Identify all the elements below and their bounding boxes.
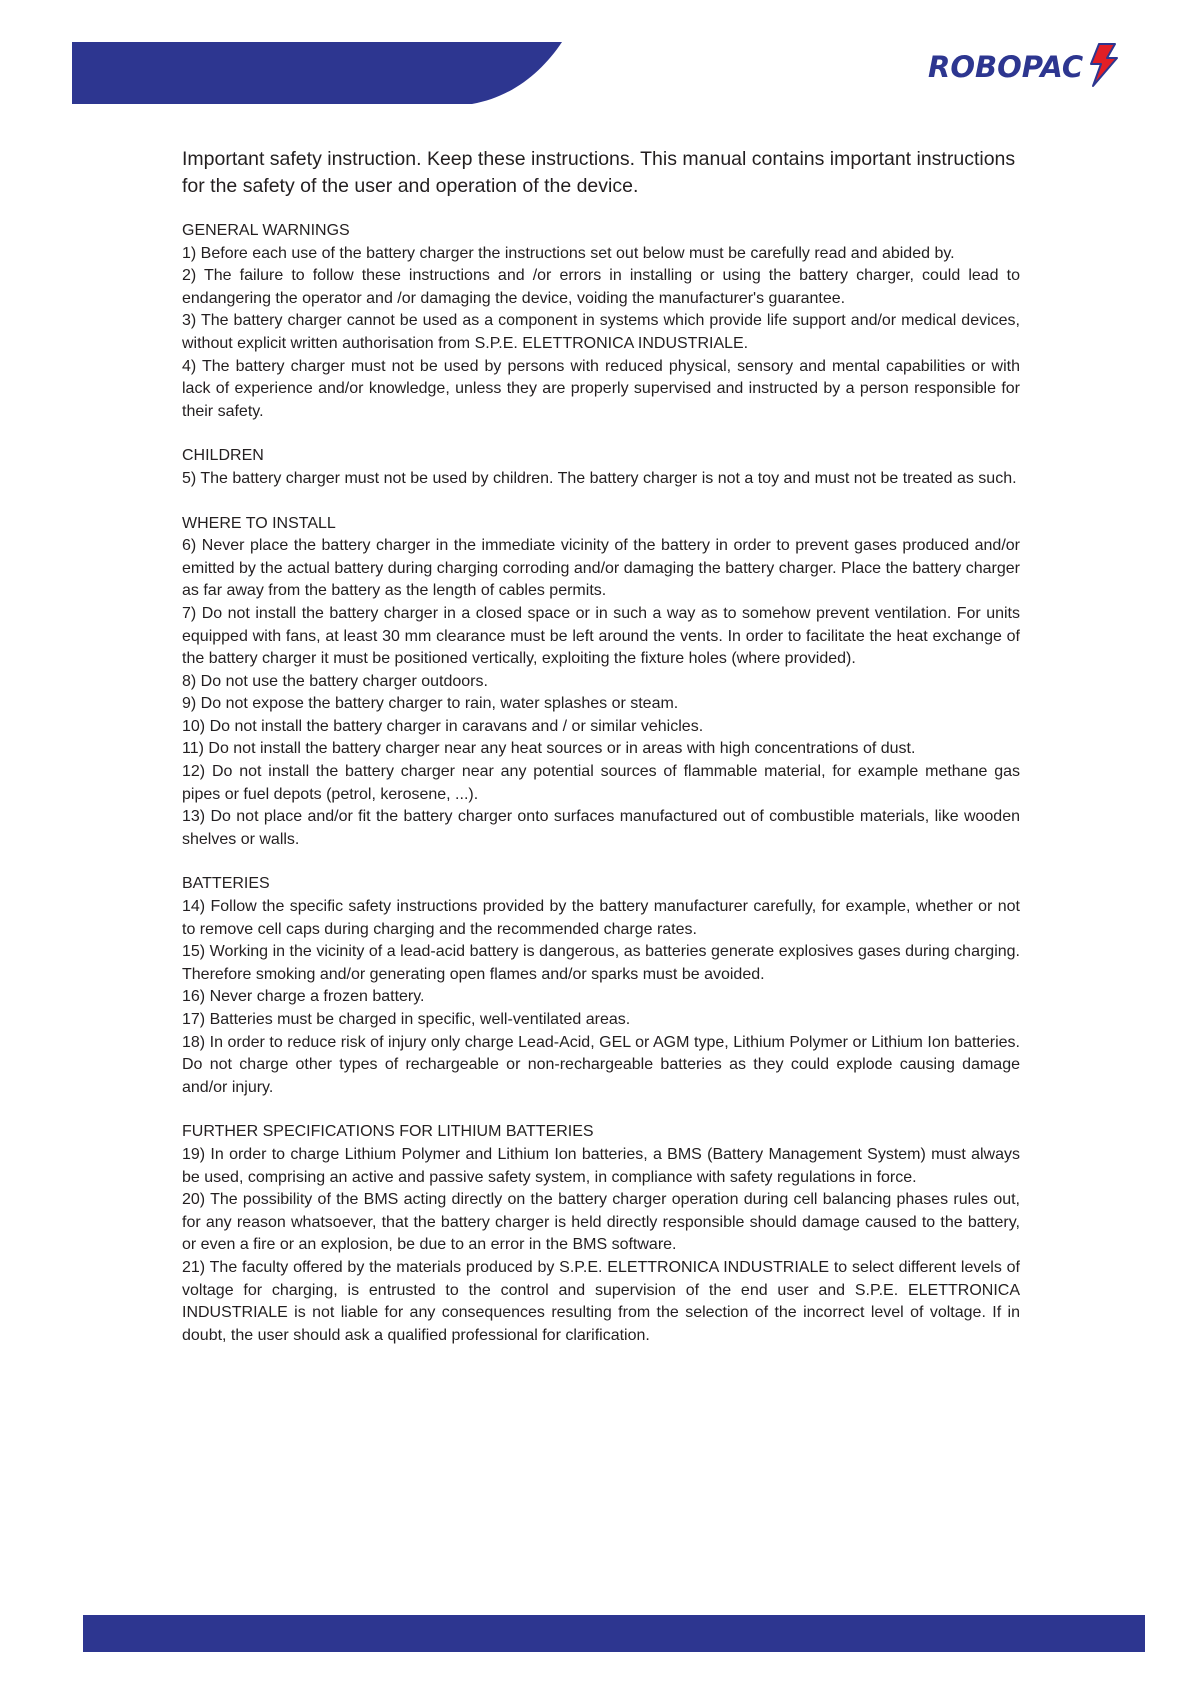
list-item: 9) Do not expose the battery charger to rain, water splashes or steam. <box>182 695 679 713</box>
section-children <box>182 445 1020 490</box>
list-item: 20) The possibility of the BMS acting directly on the battery charger operation during cell balancing phases rules out, for any reason whatsoever, that the battery charger is held directly responsible should damage caused to the battery, or even a fire or an explosion, be due to an error in the BMS software. <box>182 1191 1020 1254</box>
list-item: 6) Never place the battery charger in the immediate vicinity of the battery in order to prevent gases produced and/or emitted by the actual battery during charging corroding and/or damaging the battery charger. Place the battery charger as far away from the battery as the length of cables permits. <box>182 537 1020 600</box>
list-item: 13) Do not place and/or fit the battery charger onto surfaces manufactured out of combustible materials, like wooden shelves or walls. <box>182 808 1020 848</box>
section-heading: FURTHER SPECIFICATIONS FOR LITHIUM BATTERIES <box>182 1123 594 1141</box>
intro-text: Important safety instruction. Keep these instructions. This manual contains important instructions for the safety of the user and operation of the device. <box>182 148 1016 197</box>
section-heading: BATTERIES <box>182 875 270 893</box>
list-item: 11) Do not install the battery charger near any heat sources or in areas with high concentrations of dust. <box>182 740 916 758</box>
list-item: 10) Do not install the battery charger in caravans and / or similar vehicles. <box>182 717 704 735</box>
list-item: 21) The faculty offered by the materials produced by S.P.E. ELETTRONICA INDUSTRIALE to select different levels of voltage for charging, is entrusted to the control and supervision of the end user and S.P.E. ELETTRONICA INDUSTRIALE is not liable for any consequences resulting from the selection of the incorrect level of voltage. If in doubt, the user should ask a qualified professional for clarification. <box>182 1258 1020 1344</box>
list-item: 7) Do not install the battery charger in a closed space or in such a way as to somehow prevent ventilation. For units equipped with fans, at least 30 mm clearance must be left around the vents. In order to facilitate the heat exchange of the battery charger it must be positioned vertically, exploiting the fixture holes (where provided). <box>182 604 1020 668</box>
list-item: 16) Never charge a frozen battery. <box>182 988 425 1006</box>
list-item: 2) The failure to follow these instructions and /or errors in installing or using the battery charger, could lead to endangering the operator and /or damaging the device, voiding the manufacturer's guarantee. <box>182 267 1020 307</box>
list-item: 5) The battery charger must not be used by children. The battery charger is not a toy and must not be treated as such. <box>182 469 1017 487</box>
list-item: 19) In order to charge Lithium Polymer and Lithium Ion batteries, a BMS (Battery Management System) must always be used, comprising an active and passive safety system, in compliance with safety regulations in force. <box>182 1145 1020 1186</box>
document-body <box>182 146 1020 1369</box>
list-item: 18) In order to reduce risk of injury only charge Lead-Acid, GEL or AGM type, Lithium Polymer or Lithium Ion batteries. Do not charge other types of rechargeable or non-rechargeable batteries as they could explode causing damage and/or injury. <box>182 1033 1020 1096</box>
list-item: 15) Working in the vicinity of a lead-acid battery is dangerous, as batteries generate explosives gases during charging. Therefore smoking and/or generating open flames and/or sparks must be avoided. <box>182 943 1020 983</box>
header-band <box>72 42 562 104</box>
section-heading: CHILDREN <box>182 447 264 465</box>
section-heading: GENERAL WARNINGS <box>182 222 350 239</box>
section-general-warnings <box>182 220 1020 423</box>
logo-text: ROBOPAC <box>928 50 1084 84</box>
section-where-to-install <box>182 513 1020 852</box>
lightning-bolt-icon <box>1085 42 1119 93</box>
list-item: 3) The battery charger cannot be used as a component in systems which provide life support and/or medical devices, without explicit written authorisation from S.P.E. ELETTRONICA INDUSTRIALE. <box>182 312 1020 352</box>
list-item: 17) Batteries must be charged in specific, well-ventilated areas. <box>182 1011 631 1028</box>
list-item: 8) Do not use the battery charger outdoors. <box>182 672 488 690</box>
section-batteries <box>182 873 1020 1099</box>
section-lithium-batteries <box>182 1121 1020 1347</box>
header-band-shape <box>72 42 562 104</box>
footer-band <box>83 1615 1145 1652</box>
list-item: 12) Do not install the battery charger near any potential sources of flammable material, for example methane gas pipes or fuel depots (petrol, kerosene, ...). <box>182 763 1020 803</box>
list-item: 1) Before each use of the battery charger the instructions set out below must be carefully read and abided by. <box>182 244 955 262</box>
section-heading: WHERE TO INSTALL <box>182 514 336 532</box>
robopac-logo <box>928 44 1119 90</box>
list-item: 4) The battery charger must not be used by persons with reduced physical, sensory and mental capabilities or with lack of experience and/or knowledge, unless they are properly supervised and instructed by a person responsible for their safety. <box>182 357 1020 420</box>
list-item: 14) Follow the specific safety instructions provided by the battery manufacturer carefully, for example, whether or not to remove cell caps during charging and the recommended charge rates. <box>182 898 1020 938</box>
